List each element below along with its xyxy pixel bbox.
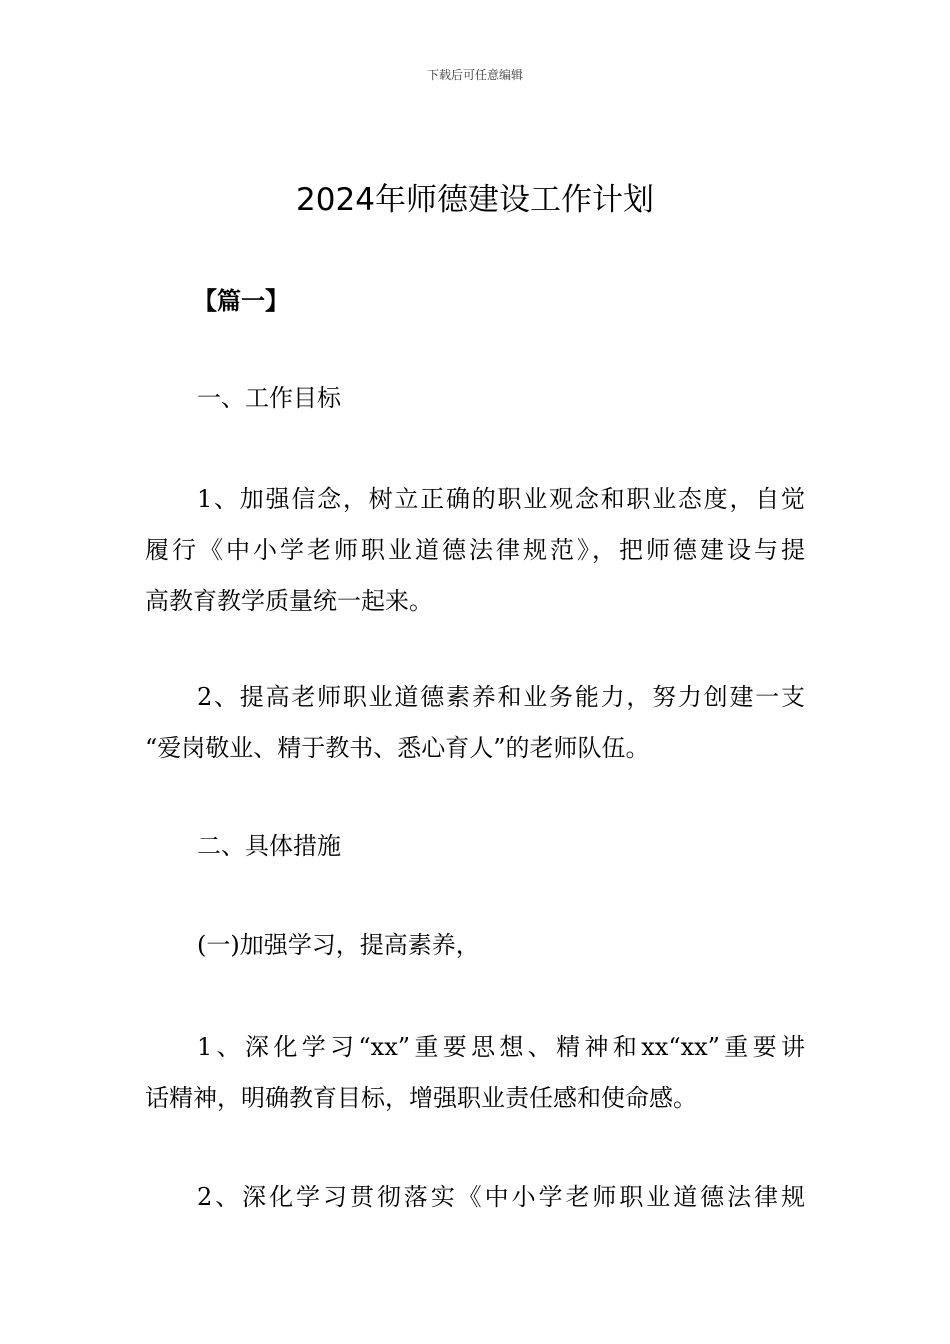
- paragraph-1-line-1: 1、加强信念，树立正确的职业观念和职业态度，自觉: [197, 485, 805, 513]
- section-tag: 【篇一】: [193, 287, 289, 315]
- sub-heading-strengthen-learning: (一)加强学习，提高素养，: [197, 931, 480, 959]
- paragraph-2-line-1: 2、提高老师职业道德素养和业务能力，努力创建一支: [197, 683, 805, 711]
- paragraph-2-line-2: “爱岗敬业、精于教书、悉心育人”的老师队伍。: [145, 734, 650, 762]
- paragraph-3-line-1: 1、深化学习“xx”重要思想、精神和xx“xx”重要讲: [197, 1033, 805, 1061]
- document-title: 2024年师德建设工作计划: [296, 182, 654, 218]
- heading-work-goals: 一、工作目标: [197, 384, 341, 412]
- paragraph-1-line-2: 履行《中小学老师职业道德法律规范》，把师德建设与提: [145, 536, 805, 564]
- header-note: 下载后可任意编辑: [426, 68, 523, 82]
- paragraph-1-line-3: 高教育教学质量统一起来。: [145, 587, 433, 615]
- heading-specific-measures: 二、具体措施: [197, 832, 341, 860]
- paragraph-3-line-2: 话精神，明确教育目标，增强职业责任感和使命感。: [145, 1084, 697, 1112]
- paragraph-4-line-1: 2、深化学习贯彻落实《中小学老师职业道德法律规: [197, 1183, 805, 1211]
